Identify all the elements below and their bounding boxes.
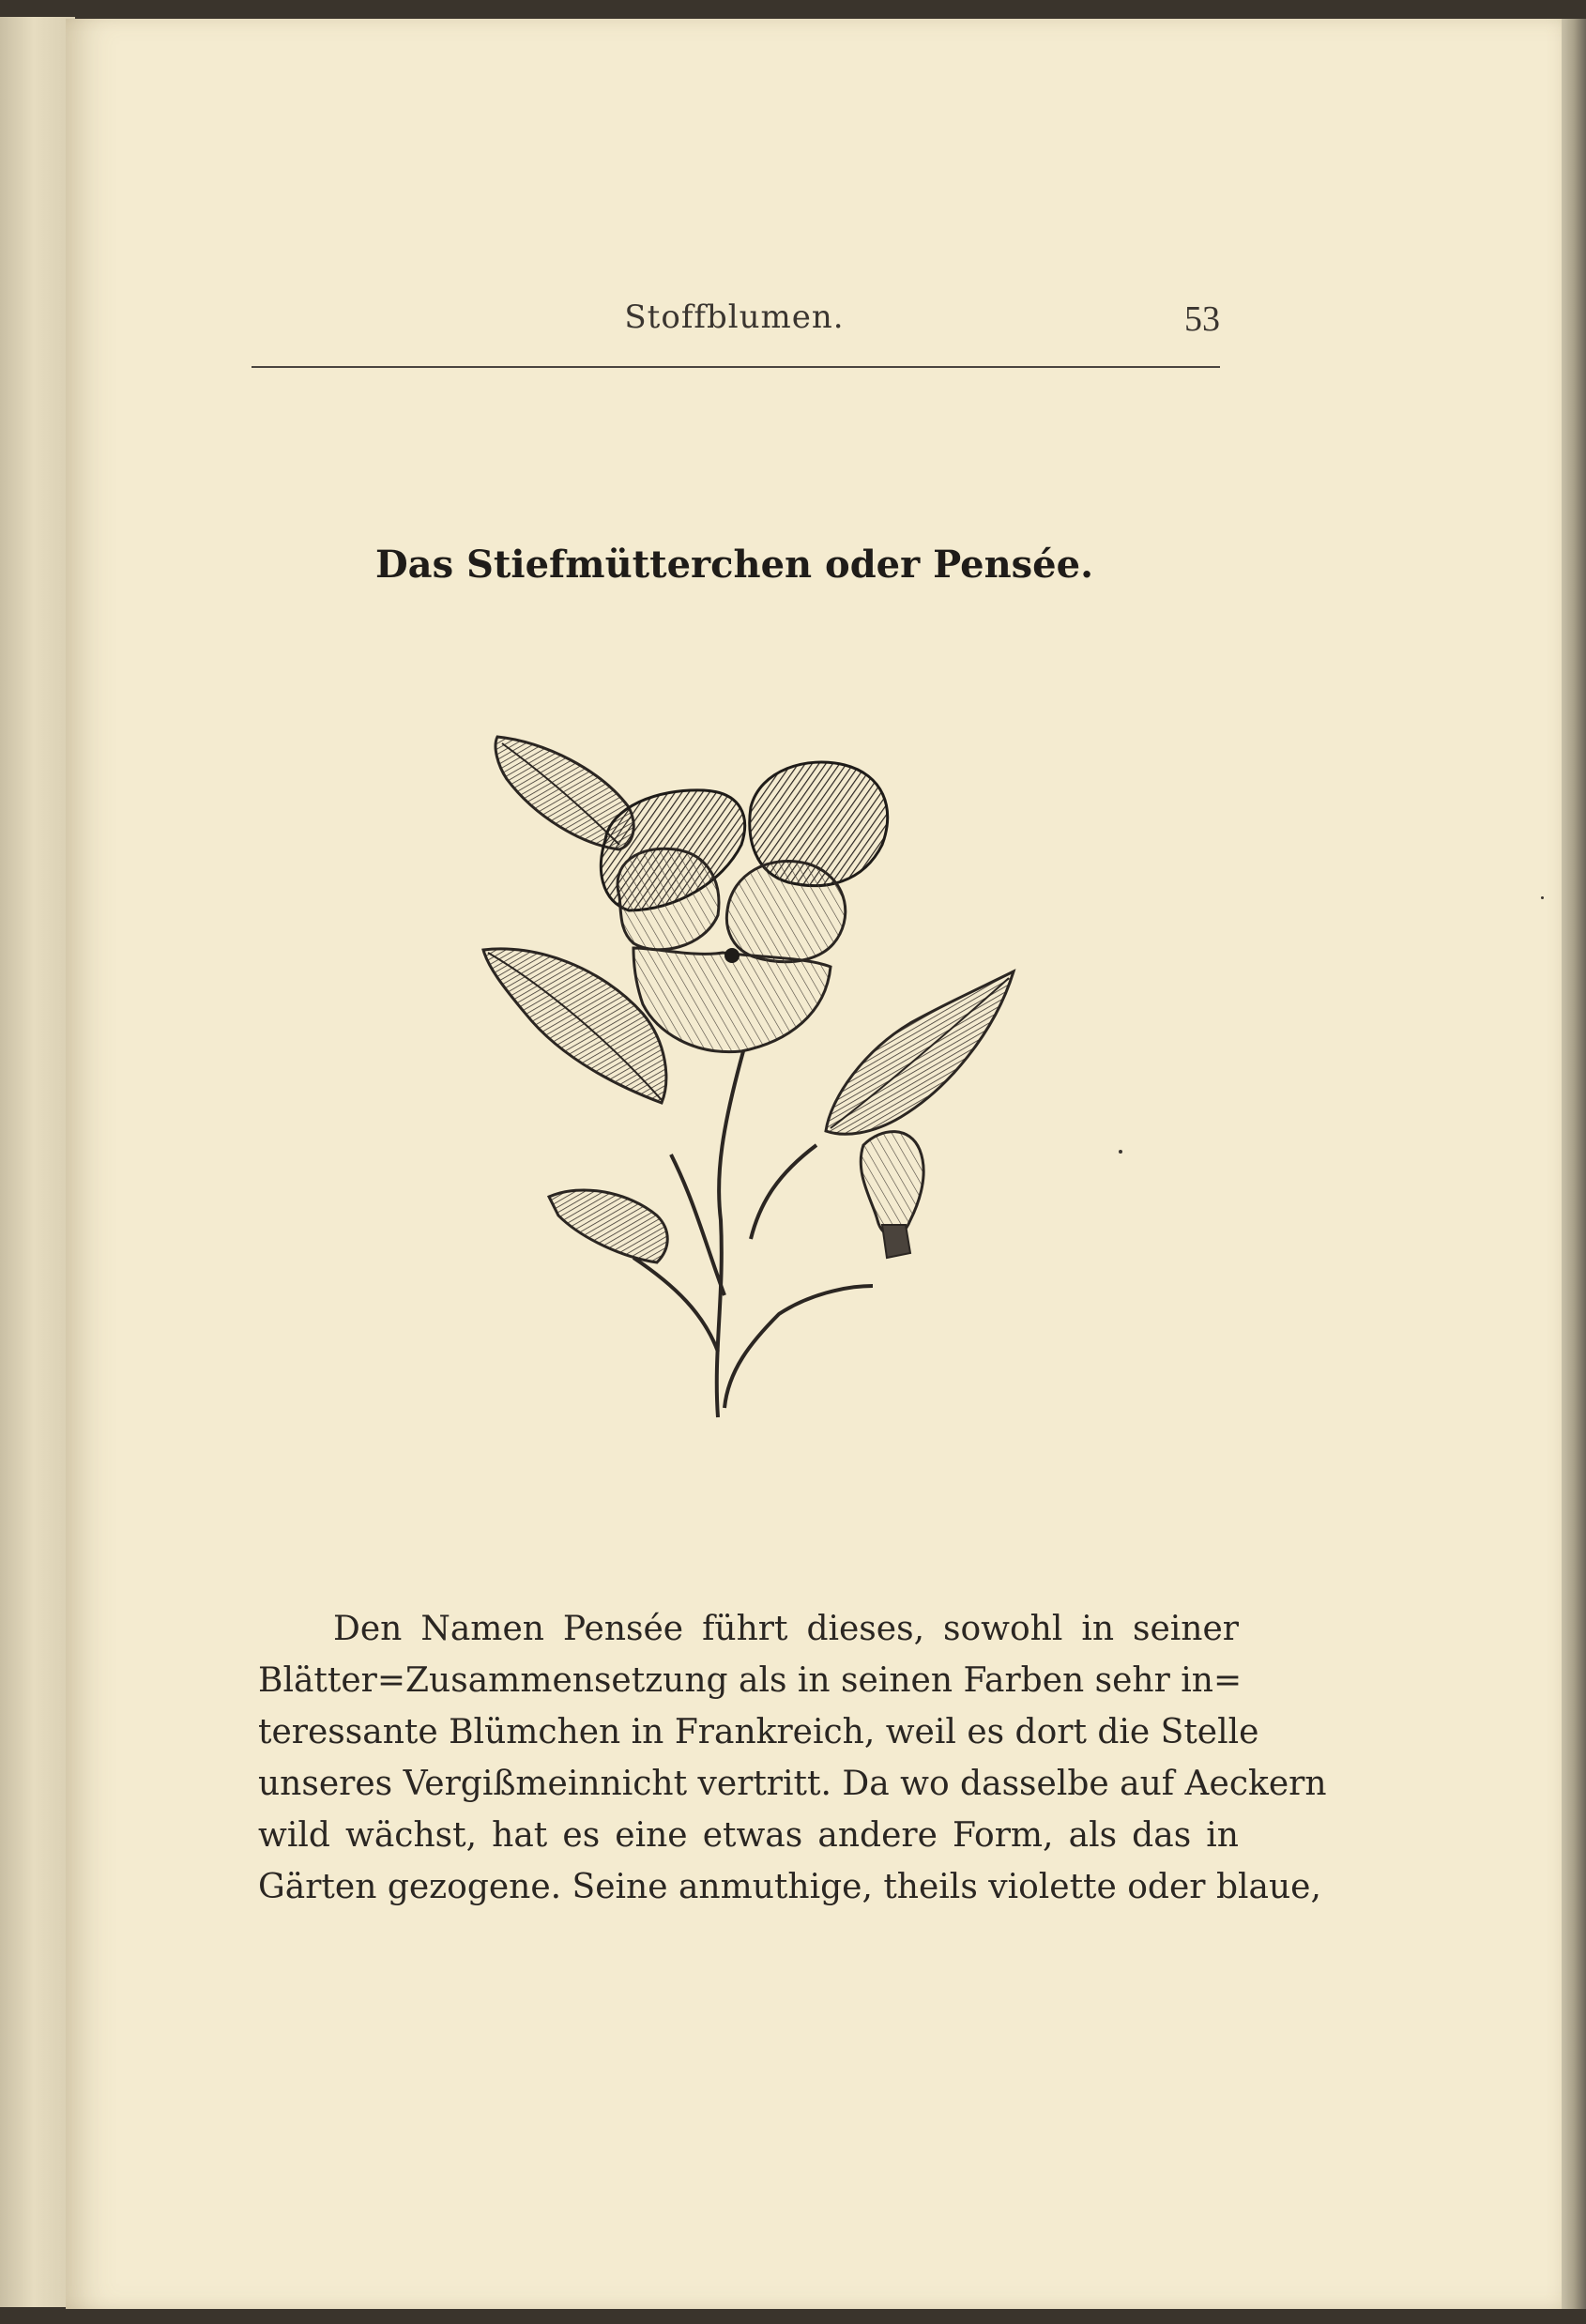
leaf-lower-left — [549, 1190, 667, 1262]
running-title: Stoffblumen. — [624, 298, 845, 336]
paper-speck — [1119, 1150, 1122, 1154]
page-number: 53 — [1184, 299, 1220, 339]
left-page-edge — [0, 17, 75, 2307]
body-line: Blätter=Zusammensetzung als in seinen Farben sehr in= — [258, 1661, 1243, 1700]
body-text — [258, 1603, 1327, 1913]
pansy-illustration — [469, 732, 1032, 1427]
section-title: Das Stiefmütterchen oder Pensée. — [374, 543, 1094, 587]
paper-speck — [1541, 896, 1544, 899]
body-line: unseres Vergißmeinnicht vertritt. Da wo dasselbe auf Aeckern — [258, 1765, 1327, 1803]
body-line: wild wächst, hat es eine etwas andere Form, als das in — [258, 1816, 1239, 1855]
body-line: Den Namen Pensée führt dieses, sowohl in seiner — [333, 1610, 1239, 1648]
leaf-right — [826, 971, 1014, 1134]
running-header — [249, 298, 1220, 364]
body-line: teressante Blümchen in Frankreich, weil es dort die Stelle — [258, 1713, 1259, 1751]
front-petals — [618, 849, 846, 1051]
page-edge-stack — [1562, 19, 1586, 2309]
header-rule — [252, 366, 1220, 368]
body-line: Gärten gezogene. Seine anmuthige, theils violette oder blaue, — [258, 1868, 1321, 1906]
pansy-bud — [861, 1132, 923, 1258]
